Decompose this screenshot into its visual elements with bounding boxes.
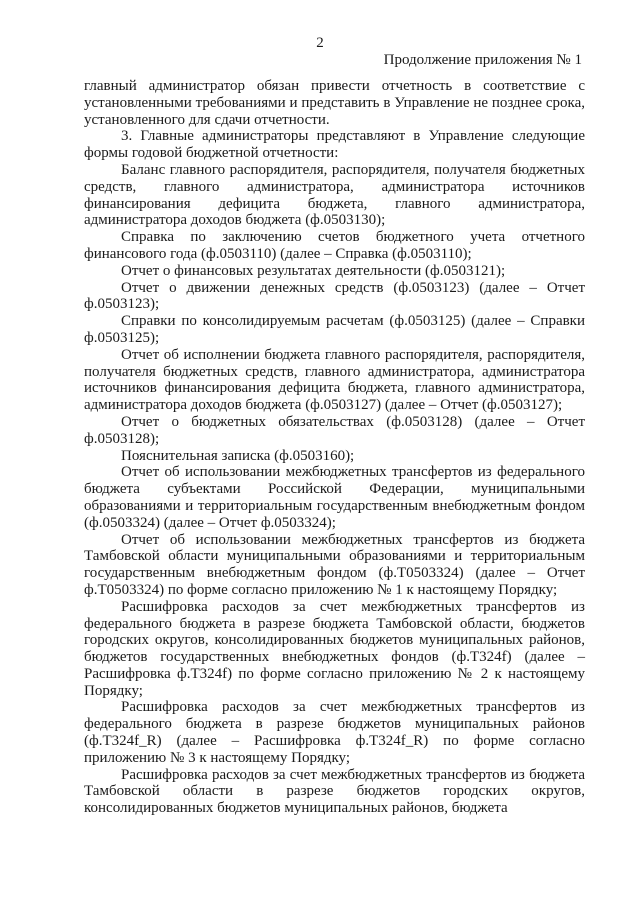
page-number: 2 <box>316 35 324 51</box>
list-item: Справка по заключению счетов бюджетного учета отчетного финансового года (ф.0503110) (далее – Справка (ф.0503110); <box>84 229 585 262</box>
list-item: Расшифровка расходов за счет межбюджетных трансфертов из бюджета Тамбовской области в разрезе бюджетов городских округов, консолидированных бюджетов муниципальных районов, бюджета <box>84 766 585 817</box>
list-item: Пояснительная записка (ф.0503160); <box>121 447 355 464</box>
paragraph: главный администратор обязан привести отчетность в соответствие с установленными требованиями и представить в Управление не позднее срока, установленного для сдачи отчетности. <box>84 78 585 128</box>
appendix-continuation-header: Продолжение приложения № 1 <box>383 52 582 68</box>
list-item: Расшифровка расходов за счет межбюджетных трансфертов из федерального бюджета в разрезе бюджета Тамбовской области, бюджетов городских округов, консолидированных бюджетов муниципальных районов, бюджетов государственных внебюджетных фондов (ф.Т324f) (далее – Расшифровка ф.Т324f) по форме согласно приложению № 2 к настоящему Порядку; <box>84 598 585 699</box>
list-item: Расшифровка расходов за счет межбюджетных трансфертов из федерального бюджета в разрезе бюджетов муниципальных районов (ф.Т324f_R) (далее – Расшифровка ф.Т324f_R) по форме согласно приложению № 3 к настоящему Порядку; <box>84 699 585 766</box>
list-item: Отчет об исполнении бюджета главного распорядителя, распорядителя, получателя бюджетных средств, главного администратора, администратора источников финансирования дефицита бюджета, главного администратора, администратора доходов бюджета (ф.0503127) (далее – Отчет (ф.0503127); <box>84 346 585 414</box>
document-body <box>84 78 585 817</box>
paragraph: 3. Главные администраторы представляют в Управление следующие формы годовой бюджетной отчетности: <box>84 128 585 162</box>
list-item: Отчет о бюджетных обязательствах (ф.0503128) (далее – Отчет ф.0503128); <box>84 413 585 447</box>
list-item: Отчет о движении денежных средств (ф.0503123) (далее – Отчет ф.0503123); <box>84 279 585 313</box>
list-item: Отчет об использовании межбюджетных трансфертов из бюджета Тамбовской области муниципальными образованиями и территориальным государственным внебюджетным фондом (ф.Т0503324) (далее – Отчет ф.Т0503324) по форме согласно приложению № 1 к настоящему Порядку; <box>84 531 585 598</box>
list-item: Справки по консолидируемым расчетам (ф.0503125) (далее – Справки ф.0503125); <box>84 313 585 346</box>
list-item: Отчет об использовании межбюджетных трансфертов из федерального бюджета субъектами Российской Федерации, муниципальными образованиями и территориальным государственным внебюджетным фондом (ф.0503324) (далее – Отчет ф.0503324); <box>84 464 585 531</box>
list-item: Отчет о финансовых результатах деятельности (ф.0503121); <box>121 262 506 279</box>
list-item: Баланс главного распорядителя, распорядителя, получателя бюджетных средств, главного администратора, администратора источников финансирования дефицита бюджета, главного администратора, администратора доходов бюджета (ф.0503130); <box>84 161 585 229</box>
